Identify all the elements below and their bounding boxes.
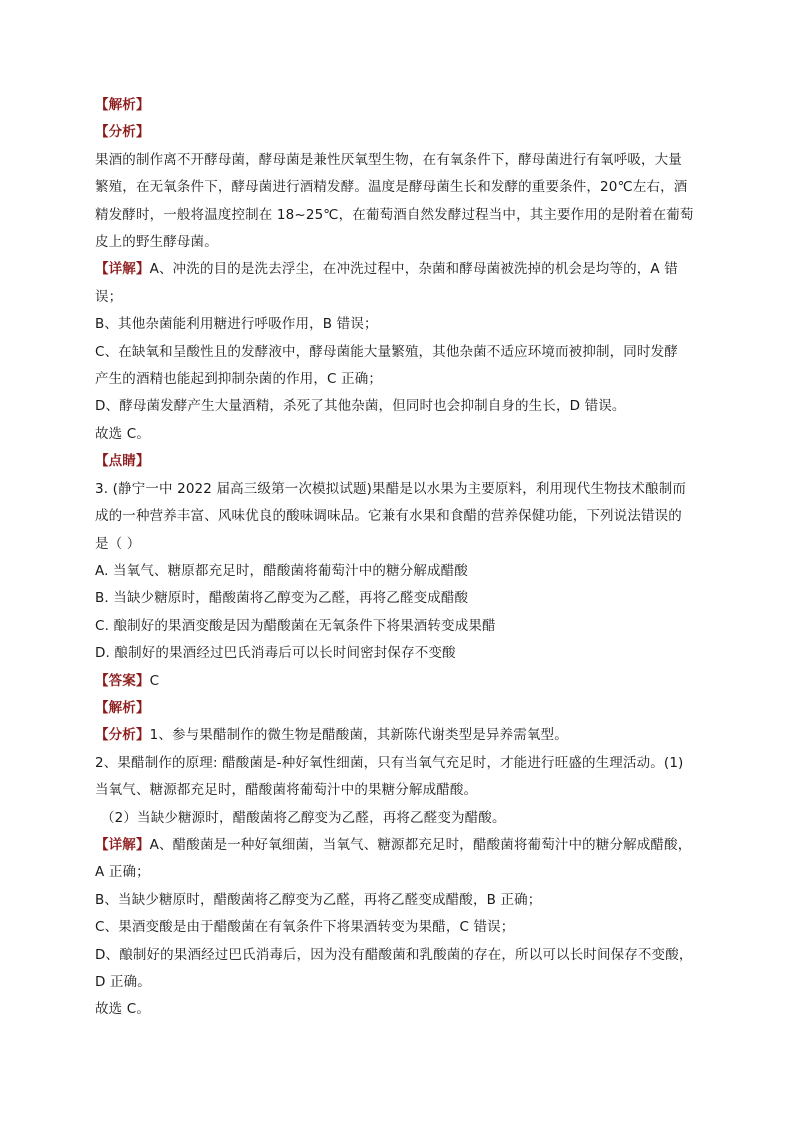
detail-text: A、冲洗的目的是洗去浮尘，在冲洗过程中，杂菌和酵母菌被洗掉的机会是均等的，A 错: [149, 261, 678, 278]
question-stem-line: 3. (静宁一中 2022 届高三级第一次模拟试题)果醋是以水果为主要原料，利用现代生物技术酿制而: [95, 480, 686, 497]
section-tag-dianjing: 【点睛】: [95, 453, 150, 470]
section-tag-fenxi: 【分析】: [95, 124, 150, 141]
section-tag-jiexi: 【解析】: [95, 699, 150, 716]
detail-line: C、在缺氧和呈酸性且的发酵液中，酵母菌能大量繁殖，其他杂菌不适应环境而被抑制，同时发酵: [95, 343, 678, 360]
detail-line: D、酵母菌发酵产生大量酒精，杀死了其他杂菌，但同时也会抑制自身的生长，D 错误。: [95, 398, 626, 415]
answer-value: C: [149, 672, 160, 689]
analysis-line: 皮上的野生酵母菌。: [95, 234, 218, 251]
detail-line: D 正确。: [95, 974, 151, 990]
analysis-text: 1、参与果醋制作的微生物是醋酸菌，其新陈代谢类型是异养需氧型。: [149, 727, 568, 744]
document-page: [95, 92, 705, 1024]
option-a: A. 当氧气、糖原都充足时，醋酸菌将葡萄汁中的糖分解成醋酸: [95, 562, 468, 579]
analysis-first-line: [95, 722, 705, 749]
analysis-line: 当氧气、糖源都充足时，醋酸菌将葡萄汁中的果糖分解成醋酸。: [95, 782, 478, 799]
answer-line: [95, 668, 705, 695]
analysis-line: 2、果醋制作的原理: 醋酸菌是-种好氧性细菌，只有当氧气充足时，才能进行旺盛的生理活动。(1): [95, 754, 684, 771]
section-tag-xiangjie: 【详解】: [95, 261, 150, 278]
detail-line: A 正确；: [95, 864, 150, 881]
analysis-line: 果酒的制作离不开酵母菌，酵母菌是兼性厌氧型生物，在有氧条件下，酵母菌进行有氧呼吸，大量: [95, 151, 682, 168]
analysis-line: 精发酵时，一般将温度控制在 18~25℃，在葡萄酒自然发酵过程当中，其主要作用的是附着在葡萄: [95, 206, 694, 223]
conclusion-line: 故选 C。: [95, 1001, 150, 1018]
option-d: D. 酿制好的果酒经过巴氏消毒后可以长时间密封保存不变酸: [95, 645, 456, 662]
question-stem-line: 是（ ）: [95, 535, 141, 552]
section-tag-answer: 【答案】: [95, 672, 150, 689]
section-tag-jiexi: 【解析】: [95, 97, 150, 113]
analysis-line: 繁殖，在无氧条件下，酵母菌进行酒精发酵。温度是酵母菌生长和发酵的重要条件，20℃左右，酒: [95, 179, 688, 196]
detail-line: B、其他杂菌能利用糖进行呼吸作用，B 错误；: [95, 316, 378, 333]
detail-line: D、酿制好的果酒经过巴氏消毒后，因为没有醋酸菌和乳酸菌的存在，所以可以长时间保存不变酸，: [95, 946, 693, 963]
section-tag-fenxi: 【分析】: [95, 727, 150, 744]
detail-line: 产生的酒精也能起到抑制杂菌的作用，C 正确；: [95, 371, 383, 388]
detail-first-line: [95, 256, 705, 283]
option-b: B. 当缺少糖原时，醋酸菌将乙醇变为乙醛，再将乙醛变成醋酸: [95, 590, 469, 607]
detail-first-line: [95, 832, 705, 859]
detail-text: A、醋酸菌是一种好氧细菌，当氧气、糖源都充足时，醋酸菌将葡萄汁中的糖分解成醋酸，: [149, 836, 692, 853]
conclusion-line: 故选 C。: [95, 425, 150, 442]
detail-line: 误；: [95, 288, 123, 305]
analysis-line: （2）当缺少糖源时，醋酸菌将乙醇变为乙醛，再将乙醛变为醋酸。: [101, 809, 506, 826]
detail-line: B、当缺少糖原时，醋酸菌将乙醇变为乙醛，再将乙醛变成醋酸，B 正确；: [95, 891, 542, 908]
detail-line: C、果酒变酸是由于醋酸菌在有氧条件下将果酒转变为果醋，C 错误；: [95, 919, 515, 936]
option-c: C. 酿制好的果酒变酸是因为醋酸菌在无氧条件下将果酒转变成果醋: [95, 617, 496, 634]
section-tag-xiangjie: 【详解】: [95, 836, 150, 853]
question-stem-line: 成的一种营养丰富、风味优良的酸味调味品。它兼有水果和食醋的营养保健功能，下列说法错误的: [95, 508, 682, 525]
